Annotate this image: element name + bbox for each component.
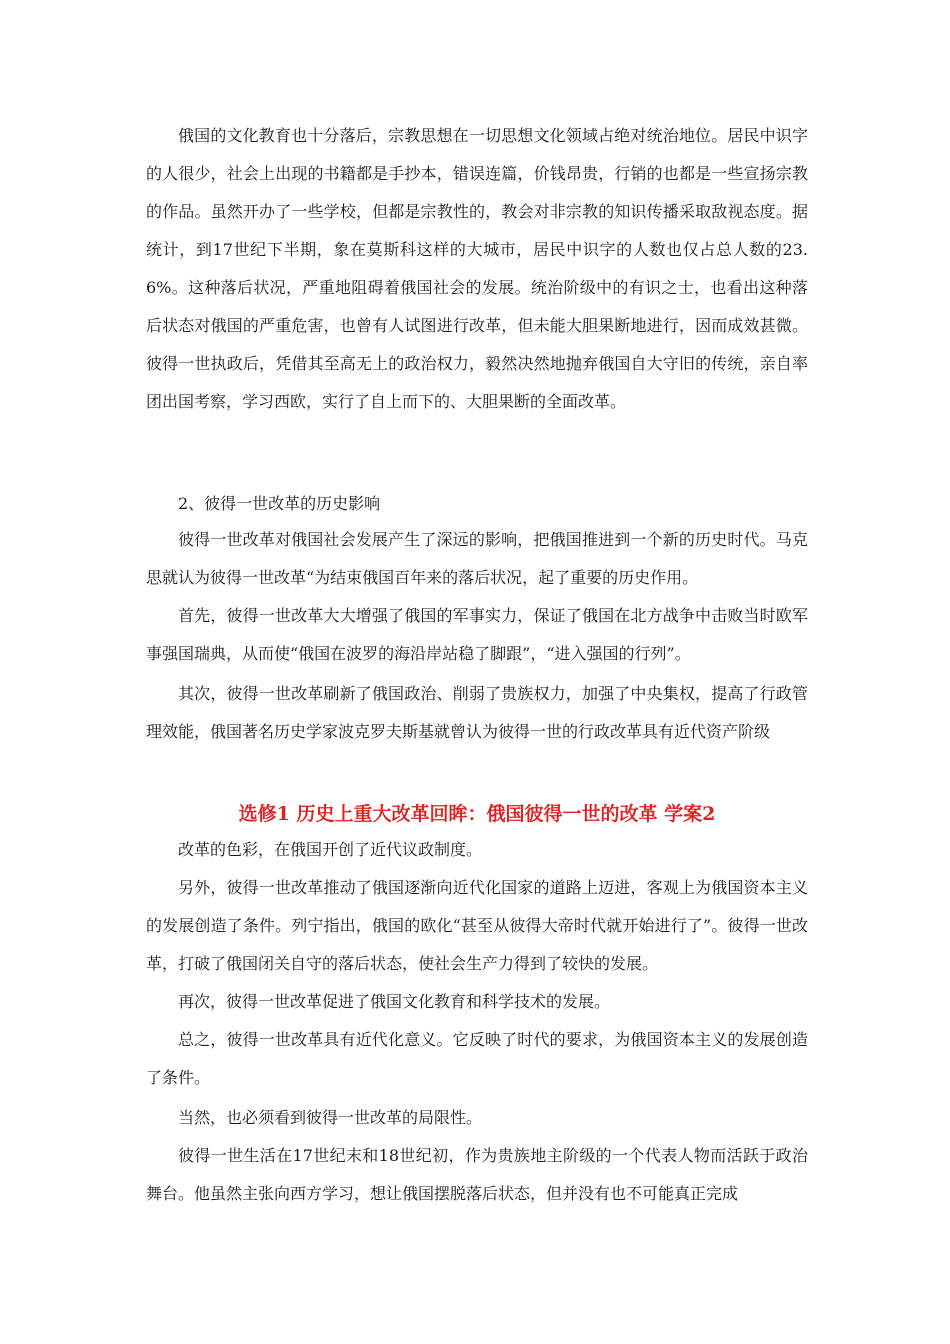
paragraph-modernization: 另外，彼得一世改革推动了俄国逐渐向近代化国家的道路上迈进，客观上为俄国资本主义的发展创造了条件。列宁指出，俄国的欧化“甚至从彼得大帝时代就开始进行了”。彼得一世改革，打破了俄国闭关自守的落后状态，使社会生产力得到了较快的发展。: [146, 878, 808, 973]
paragraph-impact-intro: 彼得一世改革对俄国社会发展产生了深远的影响，把俄国推进到一个新的历史时代。马克思就认为彼得一世改革“为结束俄国百年来的落后状况，起了重要的历史作用。: [146, 530, 808, 587]
paragraph-summary: 总之，彼得一世改革具有近代化意义。它反映了时代的要求，为俄国资本主义的发展创造了条件。: [146, 1030, 808, 1087]
section-heading-historical-impact: 2、彼得一世改革的历史影响: [178, 494, 381, 513]
paragraph-reform-color: 改革的色彩，在俄国开创了近代议政制度。: [178, 840, 483, 859]
paragraph-political: 其次，彼得一世改革刷新了俄国政治、削弱了贵族权力，加强了中央集权，提高了行政管理效能，俄国著名历史学家波克罗夫斯基就曾认为彼得一世的行政改革具有近代资产阶级: [146, 684, 808, 741]
document-title: 选修1 历史上重大改革回眸：俄国彼得一世的改革 学案2: [238, 803, 716, 825]
paragraph-limitations-intro: 当然，也必须看到彼得一世改革的局限性。: [178, 1108, 483, 1127]
paragraph-limitations: 彼得一世生活在17世纪末和18世纪初，作为贵族地主阶级的一个代表人物而活跃于政治舞台。他虽然主张向西方学习，想让俄国摆脱落后状态，但并没有也不可能真正完成: [146, 1146, 808, 1203]
paragraph-culture-science: 再次，彼得一世改革促进了俄国文化教育和科学技术的发展。: [178, 992, 611, 1011]
paragraph-culture-education: 俄国的文化教育也十分落后，宗教思想在一切思想文化领域占绝对统治地位。居民中识字的人很少，社会上出现的书籍都是手抄本，错误连篇，价钱昂贵，行销的也都是一些宣扬宗教的作品。虽然开办了一些学校，但都是宗教性的，教会对非宗教的知识传播采取敌视态度。据统计，到17世纪下半期，象在莫斯科这样的大城市，居民中识字的人数也仅占总人数的23.6%。这种落后状况，严重地阻碍着俄国社会的发展。统治阶级中的有识之士，也看出这种落后状态对俄国的严重危害，也曾有人试图进行改革，但未能大胆果断地进行，因而成效甚微。彼得一世执政后，凭借其至高无上的政治权力，毅然决然地抛弃俄国自大守旧的传统，亲自率团出国考察，学习西欧，实行了自上而下的、大胆果断的全面改革。: [146, 126, 808, 411]
paragraph-military: 首先，彼得一世改革大大增强了俄国的军事实力，保证了俄国在北方战争中击败当时欧军事强国瑞典，从而使“俄国在波罗的海沿岸站稳了脚跟”，“进入强国的行列”。: [146, 606, 808, 663]
